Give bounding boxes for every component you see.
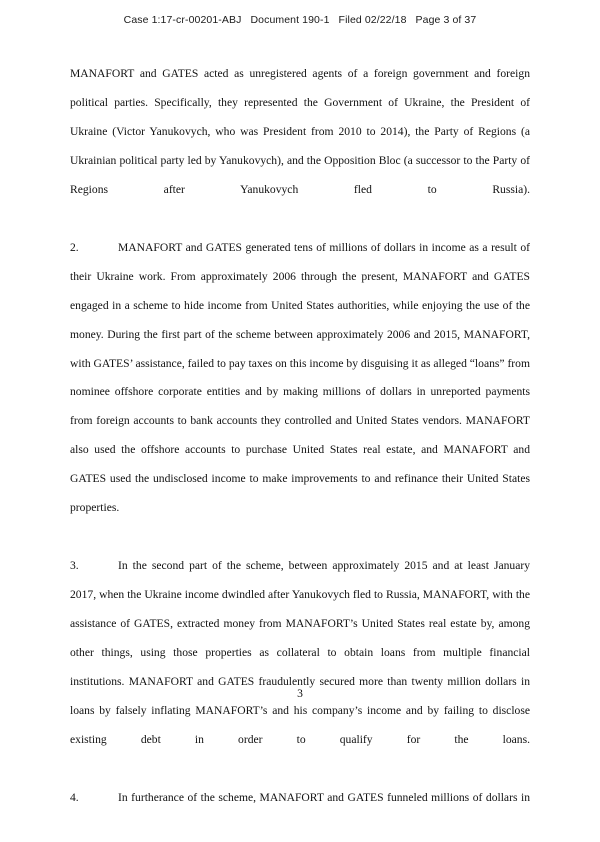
document-body [70,60,530,842]
paragraph-1-text: MANAFORT and GATES acted as unregistered agents of a foreign government and foreign political parties. Specifically, they represented the Government of Ukraine, the President of Ukraine (Victor Yanukovych, who was President from 2010 to 2014), the Party of Regions (a Ukrainian political party led by Yanukovych), and the Opposition Bloc (a successor to the Party of Regions after Yanukovych fled to Russia). [70,67,530,196]
ecf-stamp-header: Case 1:17-cr-00201-ABJ Document 190-1 Filed 02/22/18 Page 3 of 37 [123,14,477,26]
paragraph-1 [70,60,530,234]
paragraph-2 [70,234,530,552]
paragraph-3 [70,552,530,784]
paragraph-3-text: In the second part of the scheme, between approximately 2015 and at least January 2017, when the Ukraine income dwindled after Yanukovych fled to Russia, MANAFORT, with the assistance of GATES, extracted money from MANAFORT’s United States real estate by, among other things, using those properties as collateral to obtain loans from multiple financial institutions. MANAFORT and GATES fraudulently secured more than twenty million dollars in loans by falsely inflating MANAFORT’s and his company’s income and by failing to disclose existing debt in order to qualify for the loans. [70,559,530,746]
paragraph-4-number: 4. [70,790,79,804]
page-number-footer: 3 [297,687,303,700]
paragraph-2-text: MANAFORT and GATES generated tens of millions of dollars in income as a result of their Ukraine work. From approximately 2006 through the present, MANAFORT and GATES engaged in a scheme to hide income from United States authorities, while enjoying the use of the money. During the first part of the scheme between approximately 2006 and 2015, MANAFORT, with GATES’ assistance, failed to pay taxes on this income by disguising it as alleged “loans” from nominee offshore corporate entities and by making millions of dollars in unreported payments from foreign accounts to bank accounts they controlled and United States vendors. MANAFORT also used the offshore accounts to purchase United States real estate, and MANAFORT and GATES used the undisclosed income to make improvements to and refinance their United States properties. [70,240,530,515]
paragraph-4-text: In furtherance of the scheme, MANAFORT and GATES funneled millions of dollars in [118,790,530,804]
paragraph-3-number: 3. [70,559,79,573]
paragraph-2-number: 2. [70,240,79,254]
paragraph-4 [70,784,530,842]
